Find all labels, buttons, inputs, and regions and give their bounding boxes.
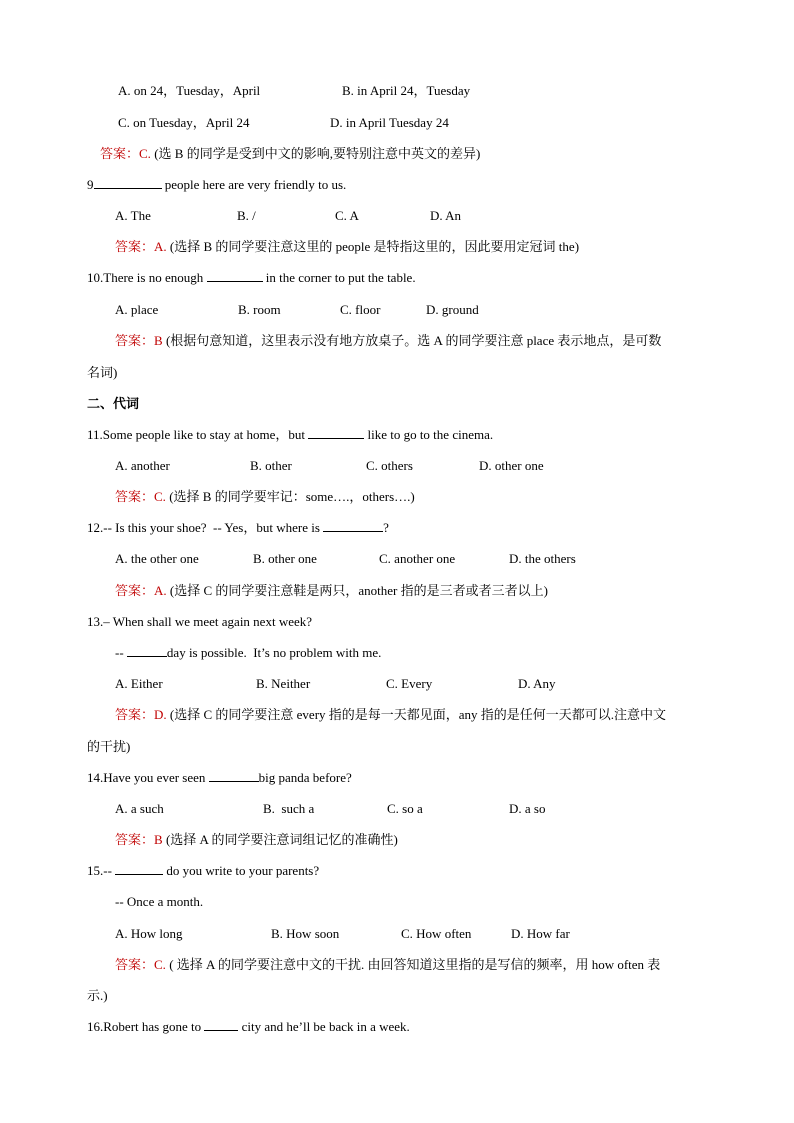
blank xyxy=(323,519,383,532)
q8-answer xyxy=(100,145,480,163)
q9-stem xyxy=(87,176,346,194)
q11-option-a: A. another xyxy=(115,458,170,473)
q8-option-a: A. on 24，Tuesday，April xyxy=(118,83,261,98)
q8-option-c: C. on Tuesday，April 24 xyxy=(118,115,250,130)
answer-label: 答案： xyxy=(115,489,155,504)
q13-reply xyxy=(115,644,381,662)
question-text: 14.Have you ever seen xyxy=(87,770,209,785)
q14-answer xyxy=(115,831,398,849)
answer-label: 答案： xyxy=(115,832,155,847)
q10-answer xyxy=(115,332,661,350)
q12-option-d: D. the others xyxy=(509,551,576,566)
question-text-cont: like to go to the cinema. xyxy=(364,427,494,442)
q15-option-c: C. How often xyxy=(401,926,472,941)
q10-option-c: C. floor xyxy=(340,302,381,317)
q13-option-d: D. Any xyxy=(518,676,556,691)
question-text: people here are very friendly to us. xyxy=(161,177,347,192)
answer-letter: C. xyxy=(139,146,151,161)
question-text: 15.-- xyxy=(87,863,116,878)
blank xyxy=(204,1018,238,1031)
q15-option-a: A. How long xyxy=(115,926,183,941)
q13-stem: 13.– When shall we meet again next week? xyxy=(87,614,313,629)
answer-explanation: (选择 B 的同学要注意这里的 people 是特指这里的，因此要用定冠词 the) xyxy=(166,239,580,254)
reply-prefix: -- xyxy=(115,645,127,660)
q8-option-b: B. in April 24，Tuesday xyxy=(342,83,471,98)
q13-option-b: B. Neither xyxy=(256,676,311,691)
q12-answer xyxy=(115,582,548,600)
answer-explanation: (根据句意知道，这里表示没有地方放桌子。选 A 的同学要注意 place 表示地点，是可数 xyxy=(162,333,662,348)
q10-option-b: B. room xyxy=(238,302,281,317)
answer-label: 答案： xyxy=(115,707,155,722)
question-text: 16.Robert has gone to xyxy=(87,1019,205,1034)
q11-option-d: D. other one xyxy=(479,458,544,473)
answer-letter: B xyxy=(154,333,163,348)
q12-option-c: C. another one xyxy=(379,551,456,566)
q15-answer xyxy=(115,956,660,974)
answer-letter: C. xyxy=(154,489,166,504)
answer-label: 答案： xyxy=(115,957,155,972)
q13-option-a: A. Either xyxy=(115,676,163,691)
q9-option-a: A. The xyxy=(115,208,151,223)
answer-label: 答案： xyxy=(115,333,155,348)
q13-answer-cont: 的干扰) xyxy=(87,739,131,754)
q9-option-b: B. / xyxy=(237,208,256,223)
answer-letter: B xyxy=(154,832,163,847)
question-text: 10.There is no enough xyxy=(87,270,207,285)
answer-explanation: (选择 C 的同学要注意鞋是两只，another 指的是三者或者三者以上) xyxy=(166,583,548,598)
question-text-cont: ? xyxy=(383,520,389,535)
answer-label: 答案： xyxy=(100,146,140,161)
answer-explanation: (选择 B 的同学要牢记：some….，others….) xyxy=(165,489,415,504)
q9-option-c: C. A xyxy=(335,208,359,223)
question-text-cont: city and he’ll be back in a week. xyxy=(238,1019,410,1034)
answer-explanation: (选 B 的同学是受到中文的影响,要特别注意中英文的差异) xyxy=(150,146,481,161)
q16-stem xyxy=(87,1018,410,1036)
q10-stem xyxy=(87,269,416,287)
answer-explanation: (选择 A 的同学要注意词组记忆的准确性) xyxy=(162,832,398,847)
q12-stem xyxy=(87,519,389,537)
q12-option-b: B. other one xyxy=(253,551,317,566)
q10-answer-cont: 名词) xyxy=(87,365,118,380)
q10-option-a: A. place xyxy=(115,302,159,317)
q14-option-a: A. a such xyxy=(115,801,164,816)
q15-option-b: B. How soon xyxy=(271,926,340,941)
answer-letter: A. xyxy=(154,583,167,598)
question-text-cont: big panda before? xyxy=(258,770,352,785)
q15-reply: -- Once a month. xyxy=(115,894,204,909)
q10-option-d: D. ground xyxy=(426,302,479,317)
q12-option-a: A. the other one xyxy=(115,551,199,566)
q11-stem xyxy=(87,426,493,444)
q14-option-c: C. so a xyxy=(387,801,423,816)
q13-answer xyxy=(115,706,666,724)
question-text: 11.Some people like to stay at home，but xyxy=(87,427,309,442)
reply-text: day is possible. It’s no problem with me. xyxy=(166,645,382,660)
answer-label: 答案： xyxy=(115,239,155,254)
answer-letter: C. xyxy=(154,957,166,972)
q14-stem xyxy=(87,769,352,787)
q8-option-d: D. in April Tuesday 24 xyxy=(330,115,449,130)
q9-option-d: D. An xyxy=(430,208,462,223)
blank xyxy=(115,862,163,875)
section-heading: 二、代词 xyxy=(87,396,140,411)
question-text-cont: do you write to your parents? xyxy=(163,863,320,878)
blank xyxy=(209,769,259,782)
q13-option-c: C. Every xyxy=(386,676,433,691)
blank xyxy=(127,644,167,657)
q14-option-d: D. a so xyxy=(509,801,546,816)
q9-answer xyxy=(115,238,579,256)
q14-option-b: B. such a xyxy=(263,801,315,816)
answer-explanation: (选择 C 的同学要注意 every 指的是每一天都见面，any 指的是任何一天都可以.注意中文 xyxy=(166,707,667,722)
answer-letter: A. xyxy=(154,239,167,254)
question-text-cont: in the corner to put the table. xyxy=(262,270,416,285)
q15-option-d: D. How far xyxy=(511,926,570,941)
answer-letter: D. xyxy=(154,707,167,722)
q15-stem xyxy=(87,862,319,880)
q11-answer xyxy=(115,488,415,506)
question-text: 12.-- Is this your shoe? -- Yes，but where is xyxy=(87,520,324,535)
answer-explanation: ( 选择 A 的同学要注意中文的干扰. 由回答知道这里指的是写信的频率，用 how often 表 xyxy=(165,957,661,972)
q11-option-c: C. others xyxy=(366,458,413,473)
q15-answer-cont: 示.) xyxy=(87,988,108,1003)
answer-label: 答案： xyxy=(115,583,155,598)
blank xyxy=(308,426,364,439)
q11-option-b: B. other xyxy=(250,458,292,473)
question-number: 9 xyxy=(87,177,94,192)
blank xyxy=(207,269,263,282)
blank xyxy=(94,176,162,189)
